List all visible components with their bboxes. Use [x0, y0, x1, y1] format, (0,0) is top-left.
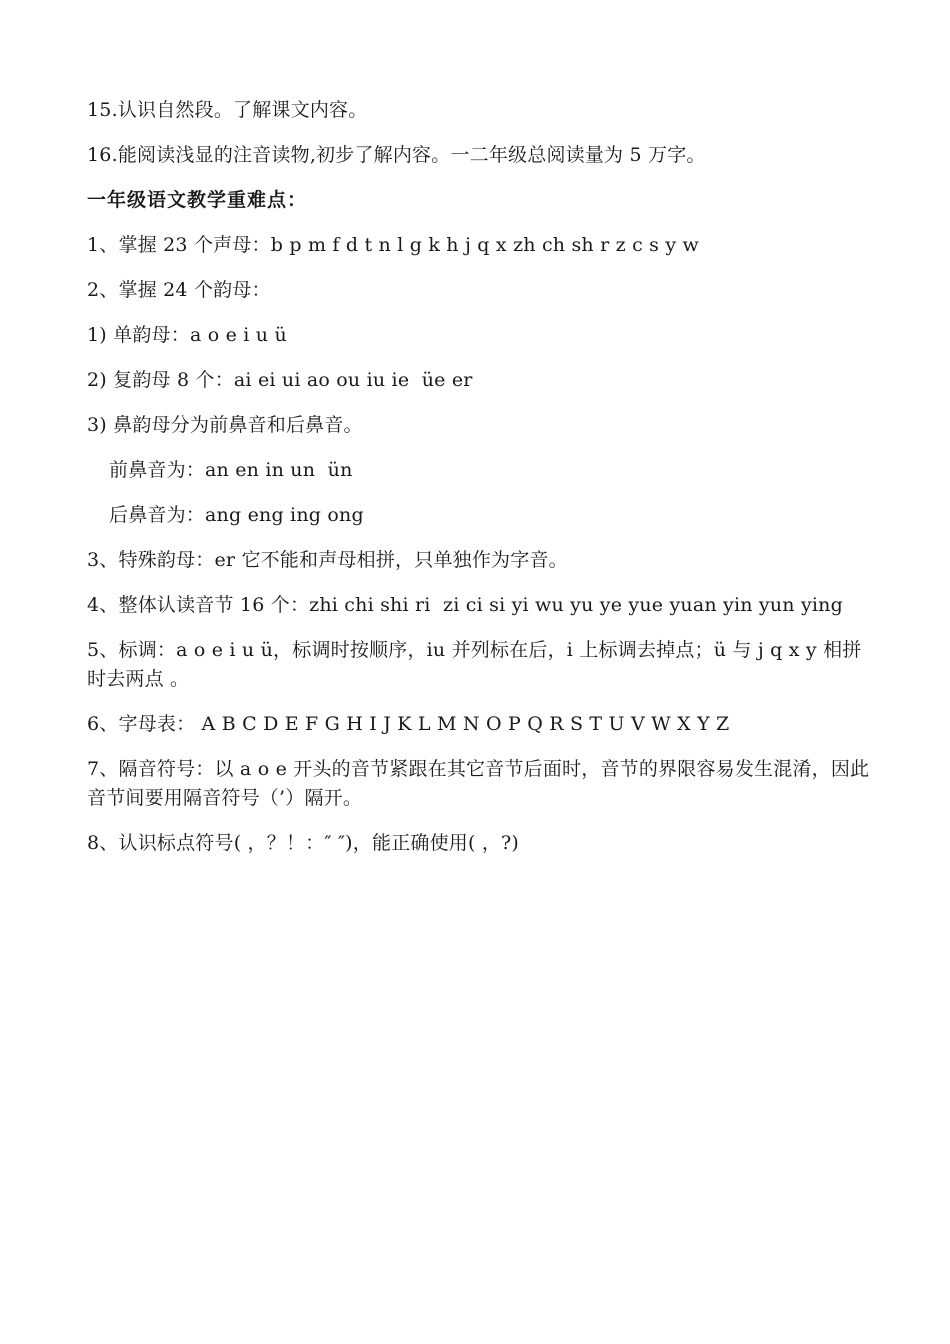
point-syllable-separator: 7、隔音符号：以 a o e 开头的音节紧跟在其它音节后面时，音节的界限容易发生混淆，因此音节间要用隔音符号（’）隔开。 [87, 758, 870, 809]
point-punctuation: 8、认识标点符号( ，？！：″ ″)，能正确使用( ，?) [87, 832, 520, 854]
section-heading: 一年级语文教学重难点： [87, 189, 308, 211]
document-body [87, 96, 877, 874]
point-back-nasal: 后鼻音为：ang eng ing ong [109, 504, 364, 526]
goal-15: 15.认识自然段。了解课文内容。 [87, 99, 368, 121]
point-finals: 2、掌握 24 个韵母： [87, 279, 271, 301]
goal-16: 16.能阅读浅显的注音读物,初步了解内容。一二年级总阅读量为 5 万字。 [87, 144, 706, 166]
point-special-final: 3、特殊韵母：er 它不能和声母相拼，只单独作为字音。 [87, 549, 568, 571]
point-alphabet: 6、字母表： A B C D E F G H I J K L M N O P Q R S T U V W X Y Z [87, 713, 730, 735]
point-whole-syllables: 4、整体认读音节 16 个：zhi chi shi ri zi ci si yi wu yu ye yue yuan yin yun ying [87, 594, 843, 616]
point-initials: 1、掌握 23 个声母：b p m f d t n l g k h j q x zh ch sh r z c s y w [87, 234, 699, 256]
point-front-nasal: 前鼻音为：an en in un ün [109, 459, 353, 481]
point-compound-finals: 2) 复韵母 8 个：ai ei ui ao ou iu ie üe er [87, 369, 473, 391]
point-nasal-finals: 3) 鼻韵母分为前鼻音和后鼻音。 [87, 414, 363, 436]
point-simple-finals: 1) 单韵母：a o e i u ü [87, 324, 287, 346]
point-tone-marks: 5、标调：a o e i u ü，标调时按顺序，iu 并列标在后，i 上标调去掉点；ü 与 j q x y 相拼时去两点 。 [87, 639, 862, 690]
